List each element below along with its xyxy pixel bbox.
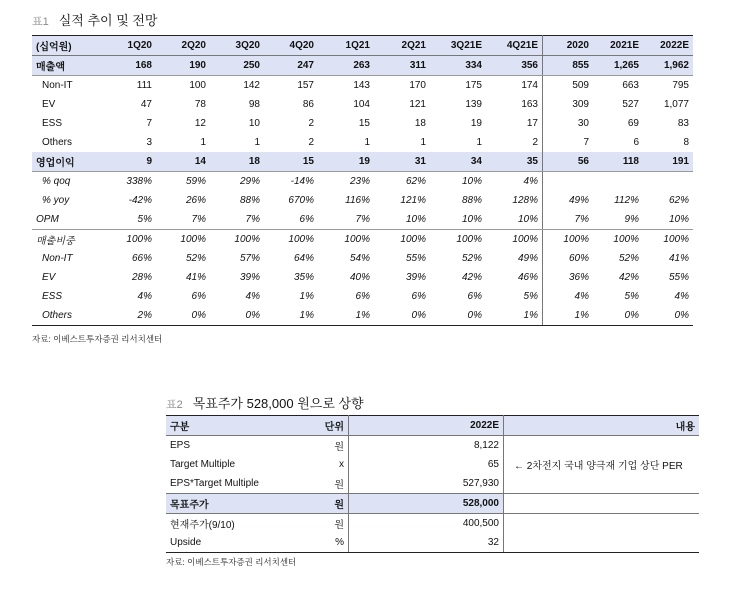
- value-cell: 66%: [131, 253, 152, 264]
- value-cell: 7: [146, 118, 152, 129]
- value-cell: 0%: [593, 306, 643, 326]
- value-cell: 100%: [486, 230, 543, 250]
- header-cell: 2022E: [349, 416, 504, 436]
- header-cell: 2Q20: [156, 36, 210, 56]
- row-label: Target Multiple: [170, 459, 236, 470]
- value-cell: 55%: [668, 272, 689, 283]
- row-label: Others: [32, 306, 102, 326]
- table1-source: 자료: 이베스트투자증권 리서치센터: [32, 334, 163, 344]
- value-cell: 170: [409, 80, 426, 91]
- value-cell: 69: [627, 118, 639, 129]
- header-cell: 내용: [504, 416, 700, 436]
- value-cell: 23%: [349, 176, 370, 187]
- value-cell: 35: [486, 152, 543, 172]
- table2-row: [166, 474, 699, 494]
- value-cell: 28%: [131, 272, 152, 283]
- value-cell: 35%: [293, 272, 314, 283]
- value-cell: 7%: [543, 210, 594, 230]
- value-cell: 100: [189, 80, 206, 91]
- table1-row: [32, 249, 693, 268]
- value-cell: 19: [470, 118, 482, 129]
- value-cell: 100%: [400, 234, 426, 245]
- row-value: 8,122: [349, 436, 504, 456]
- header-cell: 3Q20: [210, 36, 264, 56]
- row-value: 400,500: [349, 514, 504, 534]
- value-cell: 121%: [400, 195, 426, 206]
- row-unit: 원: [302, 474, 349, 494]
- value-cell: 663: [622, 80, 639, 91]
- row-label: 매출액: [32, 56, 102, 76]
- value-cell: 88%: [461, 195, 482, 206]
- value-cell: 34: [430, 152, 486, 172]
- table2-row: [166, 533, 699, 553]
- header-cell: 3Q21E: [430, 36, 486, 56]
- value-cell: 10: [248, 118, 260, 129]
- value-cell: 100%: [344, 234, 370, 245]
- header-cell: 2022E: [643, 36, 693, 56]
- value-cell: 98: [248, 99, 260, 110]
- row-note: [504, 474, 700, 494]
- row-unit: %: [302, 533, 349, 553]
- value-cell: 12: [194, 118, 206, 129]
- value-cell: 100%: [234, 234, 260, 245]
- value-cell: 26%: [185, 195, 206, 206]
- value-cell: 338%: [126, 176, 152, 187]
- table1-header-row: [32, 36, 693, 56]
- value-cell: 247: [264, 56, 318, 76]
- value-cell: 100%: [456, 234, 482, 245]
- value-cell: 62%: [405, 176, 426, 187]
- value-cell: 42%: [461, 272, 482, 283]
- table1-row: [32, 268, 693, 287]
- value-cell: 57%: [239, 253, 260, 264]
- value-cell: 59%: [185, 176, 206, 187]
- value-cell: 121: [409, 99, 426, 110]
- value-cell: 250: [210, 56, 264, 76]
- value-cell: 41%: [185, 272, 206, 283]
- row-note: [504, 494, 700, 514]
- value-cell: 4%: [137, 291, 152, 302]
- header-cell: 1Q21: [318, 36, 374, 56]
- value-cell: 0%: [374, 306, 430, 326]
- header-cell: 4Q21E: [486, 36, 543, 56]
- value-cell: 1,077: [663, 99, 689, 110]
- value-cell: 1: [476, 137, 482, 148]
- value-cell: 174: [486, 76, 543, 96]
- value-cell: 5%: [624, 291, 639, 302]
- value-cell: 9: [102, 152, 156, 172]
- value-cell: 6%: [355, 291, 370, 302]
- value-cell: 6%: [264, 210, 318, 230]
- value-cell: 1: [254, 137, 260, 148]
- value-cell: 7%: [210, 210, 264, 230]
- header-cell: 단위: [302, 416, 349, 436]
- value-cell: 52%: [461, 253, 482, 264]
- value-cell: 2: [308, 118, 314, 129]
- row-value: 527,930: [349, 474, 504, 494]
- value-cell: -14%: [290, 176, 314, 187]
- table1-row: [32, 210, 693, 230]
- table1-row: [32, 287, 693, 306]
- value-cell: 139: [465, 99, 482, 110]
- value-cell: 15: [264, 152, 318, 172]
- table2-title: 목표주가 528,000 원으로 상향: [192, 396, 364, 411]
- value-cell: 39%: [239, 272, 260, 283]
- value-cell: 40%: [349, 272, 370, 283]
- table1-title: 실적 추이 및 전망: [58, 13, 158, 28]
- header-cell: 1Q20: [102, 36, 156, 56]
- value-cell: 10%: [643, 210, 693, 230]
- value-cell: 143: [353, 80, 370, 91]
- header-cell: 구분: [166, 416, 302, 436]
- row-value: 32: [349, 533, 504, 553]
- value-cell: 47: [140, 99, 152, 110]
- value-cell: 1%: [318, 306, 374, 326]
- value-cell: [593, 172, 643, 192]
- table1-row: [32, 56, 693, 76]
- value-cell: 10%: [374, 210, 430, 230]
- value-cell: 6%: [467, 291, 482, 302]
- value-cell: 116%: [345, 195, 370, 206]
- value-cell: 111: [136, 80, 152, 91]
- row-label: EV: [42, 272, 56, 283]
- row-label: Non-IT: [42, 253, 73, 264]
- value-cell: 52%: [185, 253, 206, 264]
- value-cell: 168: [102, 56, 156, 76]
- value-cell: 0%: [643, 306, 693, 326]
- table1-row: [32, 230, 693, 250]
- value-cell: 1%: [486, 306, 543, 326]
- table1-row: [32, 172, 693, 192]
- earnings-table: [32, 35, 693, 326]
- table1-row: [32, 306, 693, 326]
- value-cell: 54%: [349, 253, 370, 264]
- value-cell: 19: [318, 152, 374, 172]
- table2-tag: 표2: [166, 399, 183, 411]
- value-cell: 5%: [486, 287, 543, 306]
- value-cell: 46%: [486, 268, 543, 287]
- value-cell: 30: [577, 118, 589, 129]
- row-label: ESS: [42, 291, 63, 302]
- table1-caption: [32, 10, 158, 29]
- value-cell: 112%: [614, 195, 639, 206]
- value-cell: 9%: [593, 210, 643, 230]
- row-note: ← 2차전지 국내 양극재 기업 상단 PER: [514, 461, 683, 472]
- value-cell: 334: [430, 56, 486, 76]
- target-price-table: [166, 415, 699, 553]
- value-cell: 1: [364, 137, 370, 148]
- value-cell: 104: [353, 99, 370, 110]
- value-cell: 7%: [156, 210, 210, 230]
- value-cell: 795: [672, 80, 689, 91]
- value-cell: 39%: [405, 272, 426, 283]
- value-cell: -42%: [128, 195, 152, 206]
- value-cell: 1%: [264, 306, 318, 326]
- value-cell: 78: [194, 99, 206, 110]
- table2-header-row: [166, 416, 699, 436]
- value-cell: 2: [486, 133, 543, 152]
- row-unit: x: [302, 455, 349, 474]
- value-cell: 128%: [486, 191, 543, 210]
- value-cell: 0%: [156, 306, 210, 326]
- value-cell: 8: [683, 137, 689, 148]
- table1-row: [32, 152, 693, 172]
- header-cell: 2020: [543, 36, 594, 56]
- row-label: Non-IT: [42, 80, 73, 91]
- table2-row: [166, 436, 699, 456]
- value-cell: 17: [486, 114, 543, 133]
- value-cell: 163: [486, 95, 543, 114]
- value-cell: 1,265: [593, 56, 643, 76]
- row-note: [504, 436, 700, 456]
- value-cell: 855: [543, 56, 594, 76]
- value-cell: 190: [156, 56, 210, 76]
- value-cell: 7: [583, 137, 589, 148]
- value-cell: 356: [486, 56, 543, 76]
- value-cell: 509: [572, 80, 589, 91]
- value-cell: 10%: [430, 210, 486, 230]
- row-label: 영업이익: [32, 152, 102, 172]
- row-label: 목표주가: [166, 494, 302, 514]
- value-cell: 49%: [486, 249, 543, 268]
- row-note: [504, 514, 700, 534]
- row-label: EV: [42, 99, 56, 110]
- table2-row: [166, 514, 699, 534]
- table1-row: [32, 76, 693, 96]
- row-unit: 원: [302, 436, 349, 456]
- value-cell: 88%: [239, 195, 260, 206]
- value-cell: 4%: [674, 291, 689, 302]
- row-label: EPS: [170, 440, 191, 451]
- value-cell: 41%: [668, 253, 689, 264]
- header-cell: 2021E: [593, 36, 643, 56]
- row-note: [504, 533, 700, 553]
- header-cell: 2Q21: [374, 36, 430, 56]
- value-cell: 55%: [405, 253, 426, 264]
- row-label: Upside: [166, 533, 302, 553]
- table2-source: 자료: 이베스트투자증권 리서치센터: [166, 557, 297, 567]
- row-label: % yoy: [42, 195, 70, 206]
- value-cell: 18: [414, 118, 426, 129]
- row-label: 현재주가(9/10): [170, 520, 235, 531]
- row-label: OPM: [32, 210, 102, 230]
- row-value: 65: [349, 455, 504, 474]
- value-cell: 86: [302, 99, 314, 110]
- value-cell: 29%: [239, 176, 260, 187]
- value-cell: 1: [200, 137, 206, 148]
- value-cell: 15: [358, 118, 370, 129]
- row-label: EPS*Target Multiple: [170, 478, 259, 489]
- value-cell: 4%: [245, 291, 260, 302]
- row-value: 528,000: [349, 494, 504, 514]
- value-cell: 4%: [486, 172, 543, 192]
- value-cell: 62%: [668, 195, 689, 206]
- value-cell: 263: [318, 56, 374, 76]
- value-cell: 56: [543, 152, 594, 172]
- value-cell: 6%: [411, 291, 426, 302]
- value-cell: 100%: [663, 234, 689, 245]
- value-cell: 36%: [568, 272, 589, 283]
- value-cell: 100%: [126, 234, 152, 245]
- value-cell: 175: [465, 80, 482, 91]
- table1-row: [32, 95, 693, 114]
- value-cell: 18: [210, 152, 264, 172]
- header-cell: (십억원): [32, 36, 102, 56]
- value-cell: 100%: [563, 234, 589, 245]
- value-cell: 1%: [299, 291, 314, 302]
- table2-row-target-price: [166, 494, 699, 514]
- value-cell: 100%: [613, 234, 639, 245]
- value-cell: 118: [593, 152, 643, 172]
- row-label: Others: [42, 137, 73, 148]
- row-label: % qoq: [42, 176, 71, 187]
- value-cell: 49%: [568, 195, 589, 206]
- value-cell: 157: [297, 80, 314, 91]
- value-cell: 0%: [210, 306, 264, 326]
- value-cell: 1: [420, 137, 426, 148]
- value-cell: 100%: [180, 234, 206, 245]
- value-cell: 10%: [486, 210, 543, 230]
- value-cell: 1%: [543, 306, 594, 326]
- value-cell: 31: [374, 152, 430, 172]
- row-label: ESS: [42, 118, 63, 129]
- value-cell: 5%: [102, 210, 156, 230]
- value-cell: 42%: [618, 272, 639, 283]
- value-cell: 3: [146, 137, 152, 148]
- value-cell: [543, 172, 594, 192]
- table1-tag: 표1: [32, 16, 49, 28]
- value-cell: 311: [374, 56, 430, 76]
- value-cell: 64%: [293, 253, 314, 264]
- value-cell: 52%: [618, 253, 639, 264]
- value-cell: 10%: [461, 176, 482, 187]
- row-unit: 원: [302, 514, 349, 534]
- row-label: 매출비중: [36, 236, 75, 247]
- table1-row: [32, 114, 693, 133]
- value-cell: 670%: [288, 195, 314, 206]
- value-cell: 14: [156, 152, 210, 172]
- value-cell: 4%: [574, 291, 589, 302]
- value-cell: 1,962: [643, 56, 693, 76]
- table1-row: [32, 191, 693, 210]
- value-cell: 527: [622, 99, 639, 110]
- value-cell: 2: [308, 137, 314, 148]
- value-cell: 100%: [288, 234, 314, 245]
- table1-row: [32, 133, 693, 152]
- value-cell: [643, 172, 693, 192]
- value-cell: 142: [243, 80, 260, 91]
- value-cell: 6: [633, 137, 639, 148]
- value-cell: 0%: [430, 306, 486, 326]
- value-cell: 7%: [318, 210, 374, 230]
- row-unit: 원: [302, 494, 349, 514]
- header-cell: 4Q20: [264, 36, 318, 56]
- value-cell: 309: [572, 99, 589, 110]
- value-cell: 6%: [191, 291, 206, 302]
- value-cell: 83: [677, 118, 689, 129]
- value-cell: 191: [643, 152, 693, 172]
- table2-caption: [166, 393, 364, 412]
- value-cell: 60%: [568, 253, 589, 264]
- table2-row: [166, 455, 699, 474]
- value-cell: 2%: [102, 306, 156, 326]
